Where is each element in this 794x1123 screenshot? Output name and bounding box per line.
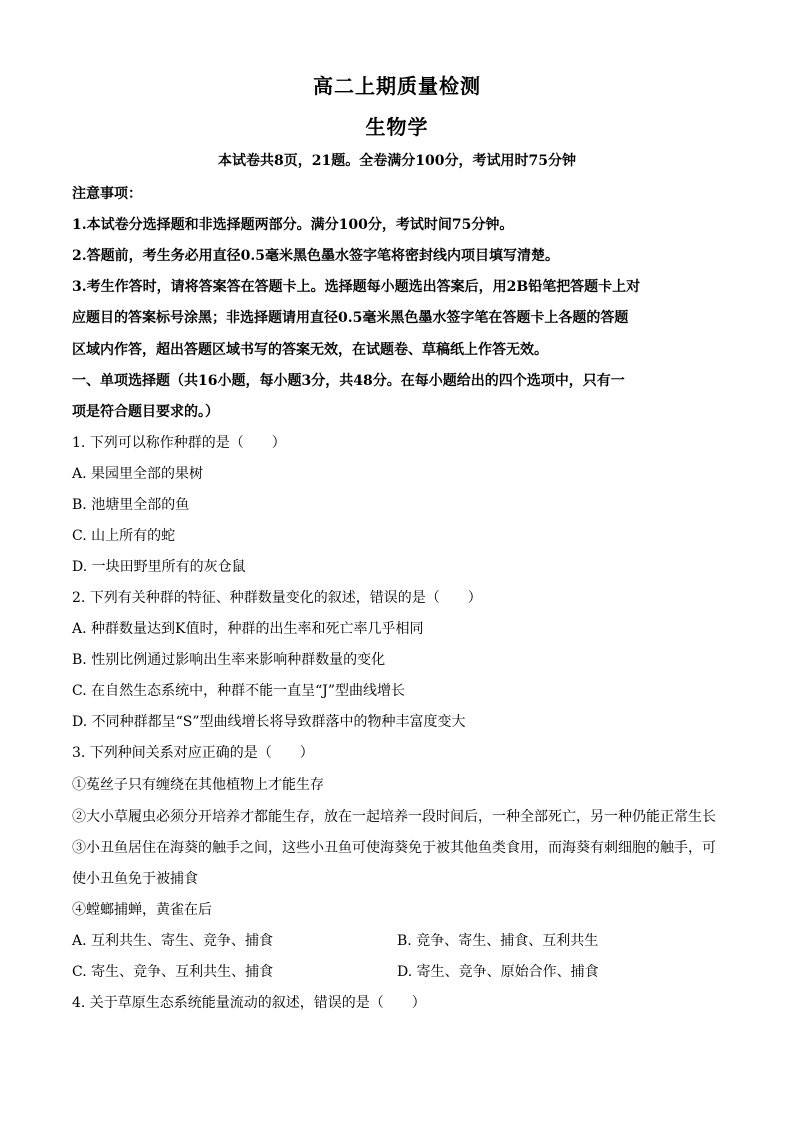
note-3-line-1: 3.考生作答时，请将答案答在答题卡上。选择题每小题选出答案后，用2B铅笔把答题卡上对 (72, 279, 641, 295)
q1-option-b: B. 池塘里全部的鱼 (72, 497, 190, 513)
q3-option-b: B. 竞争、寄生、捕食、互利共生 (397, 933, 599, 949)
q3-item-4: ④螳螂捕蝉，黄雀在后 (72, 902, 212, 918)
exam-title: 高二上期质量检测 (313, 74, 481, 98)
q4-stem: 4. 关于草原生态系统能量流动的叙述，错误的是（ ） (72, 995, 426, 1011)
q3-item-3-line-2: 使小丑鱼免于被捕食 (72, 871, 198, 887)
q3-option-c: C. 寄生、竞争、互利共生、捕食 (72, 964, 274, 980)
q2-option-d: D. 不同种群都呈“S”型曲线增长将导致群落中的物种丰富度变大 (72, 714, 466, 730)
q1-option-a: A. 果园里全部的果树 (72, 466, 204, 482)
note-1: 1.本试卷分选择题和非选择题两部分。满分100分，考试时间75分钟。 (72, 217, 514, 233)
section-heading-line-2: 项是符合题目要求的。） (72, 404, 219, 420)
subject-title: 生物学 (365, 115, 429, 139)
q3-option-d: D. 寄生、竞争、原始合作、捕食 (397, 964, 599, 980)
q3-item-2: ②大小草履虫必须分开培养才都能生存，放在一起培养一段时间后，一种全部死亡，另一种仍能正常生长 (72, 809, 716, 825)
q3-option-a: A. 互利共生、寄生、竞争、捕食 (72, 933, 274, 949)
q3-item-1: ①菟丝子只有缠绕在其他植物上才能生存 (72, 777, 324, 793)
q1-stem: 1. 下列可以称作种群的是（ ） (72, 435, 286, 451)
section-heading-line-1: 一、单项选择题（共16小题，每小题3分，共48分。在每小题给出的四个选项中，只有一 (72, 373, 625, 389)
q3-item-3-line-1: ③小丑鱼居住在海葵的触手之间，这些小丑鱼可使海葵免于被其他鱼类食用，而海葵有刺细胞的触手，可 (72, 840, 716, 856)
q3-stem: 3. 下列种间关系对应正确的是（ ） (72, 745, 314, 761)
q2-stem: 2. 下列有关种群的特征、种群数量变化的叙述，错误的是（ ） (72, 590, 482, 606)
note-3-line-3: 区域内作答，超出答题区域书写的答案无效，在试题卷、草稿纸上作答无效。 (72, 342, 548, 358)
notes-heading: 注意事项： (72, 186, 142, 202)
note-3-line-2: 应题目的答案标号涂黑；非选择题请用直径0.5毫米黑色墨水签字笔在答题卡上各题的答题 (72, 310, 629, 326)
q2-option-c: C. 在自然生态系统中，种群不能一直呈“J”型曲线增长 (72, 683, 406, 699)
q1-option-c: C. 山上所有的蛇 (72, 528, 176, 544)
exam-info: 本试卷共8页，21题。全卷满分100分，考试用时75分钟 (218, 153, 576, 169)
note-2: 2.答题前，考生务必用直径0.5毫米黑色墨水签字笔将密封线内项目填写清楚。 (72, 248, 559, 264)
q1-option-d: D. 一块田野里所有的灰仓鼠 (72, 559, 246, 575)
q2-option-b: B. 性别比例通过影响出生率来影响种群数量的变化 (72, 652, 386, 668)
q2-option-a: A. 种群数量达到K值时，种群的出生率和死亡率几乎相同 (72, 621, 424, 637)
